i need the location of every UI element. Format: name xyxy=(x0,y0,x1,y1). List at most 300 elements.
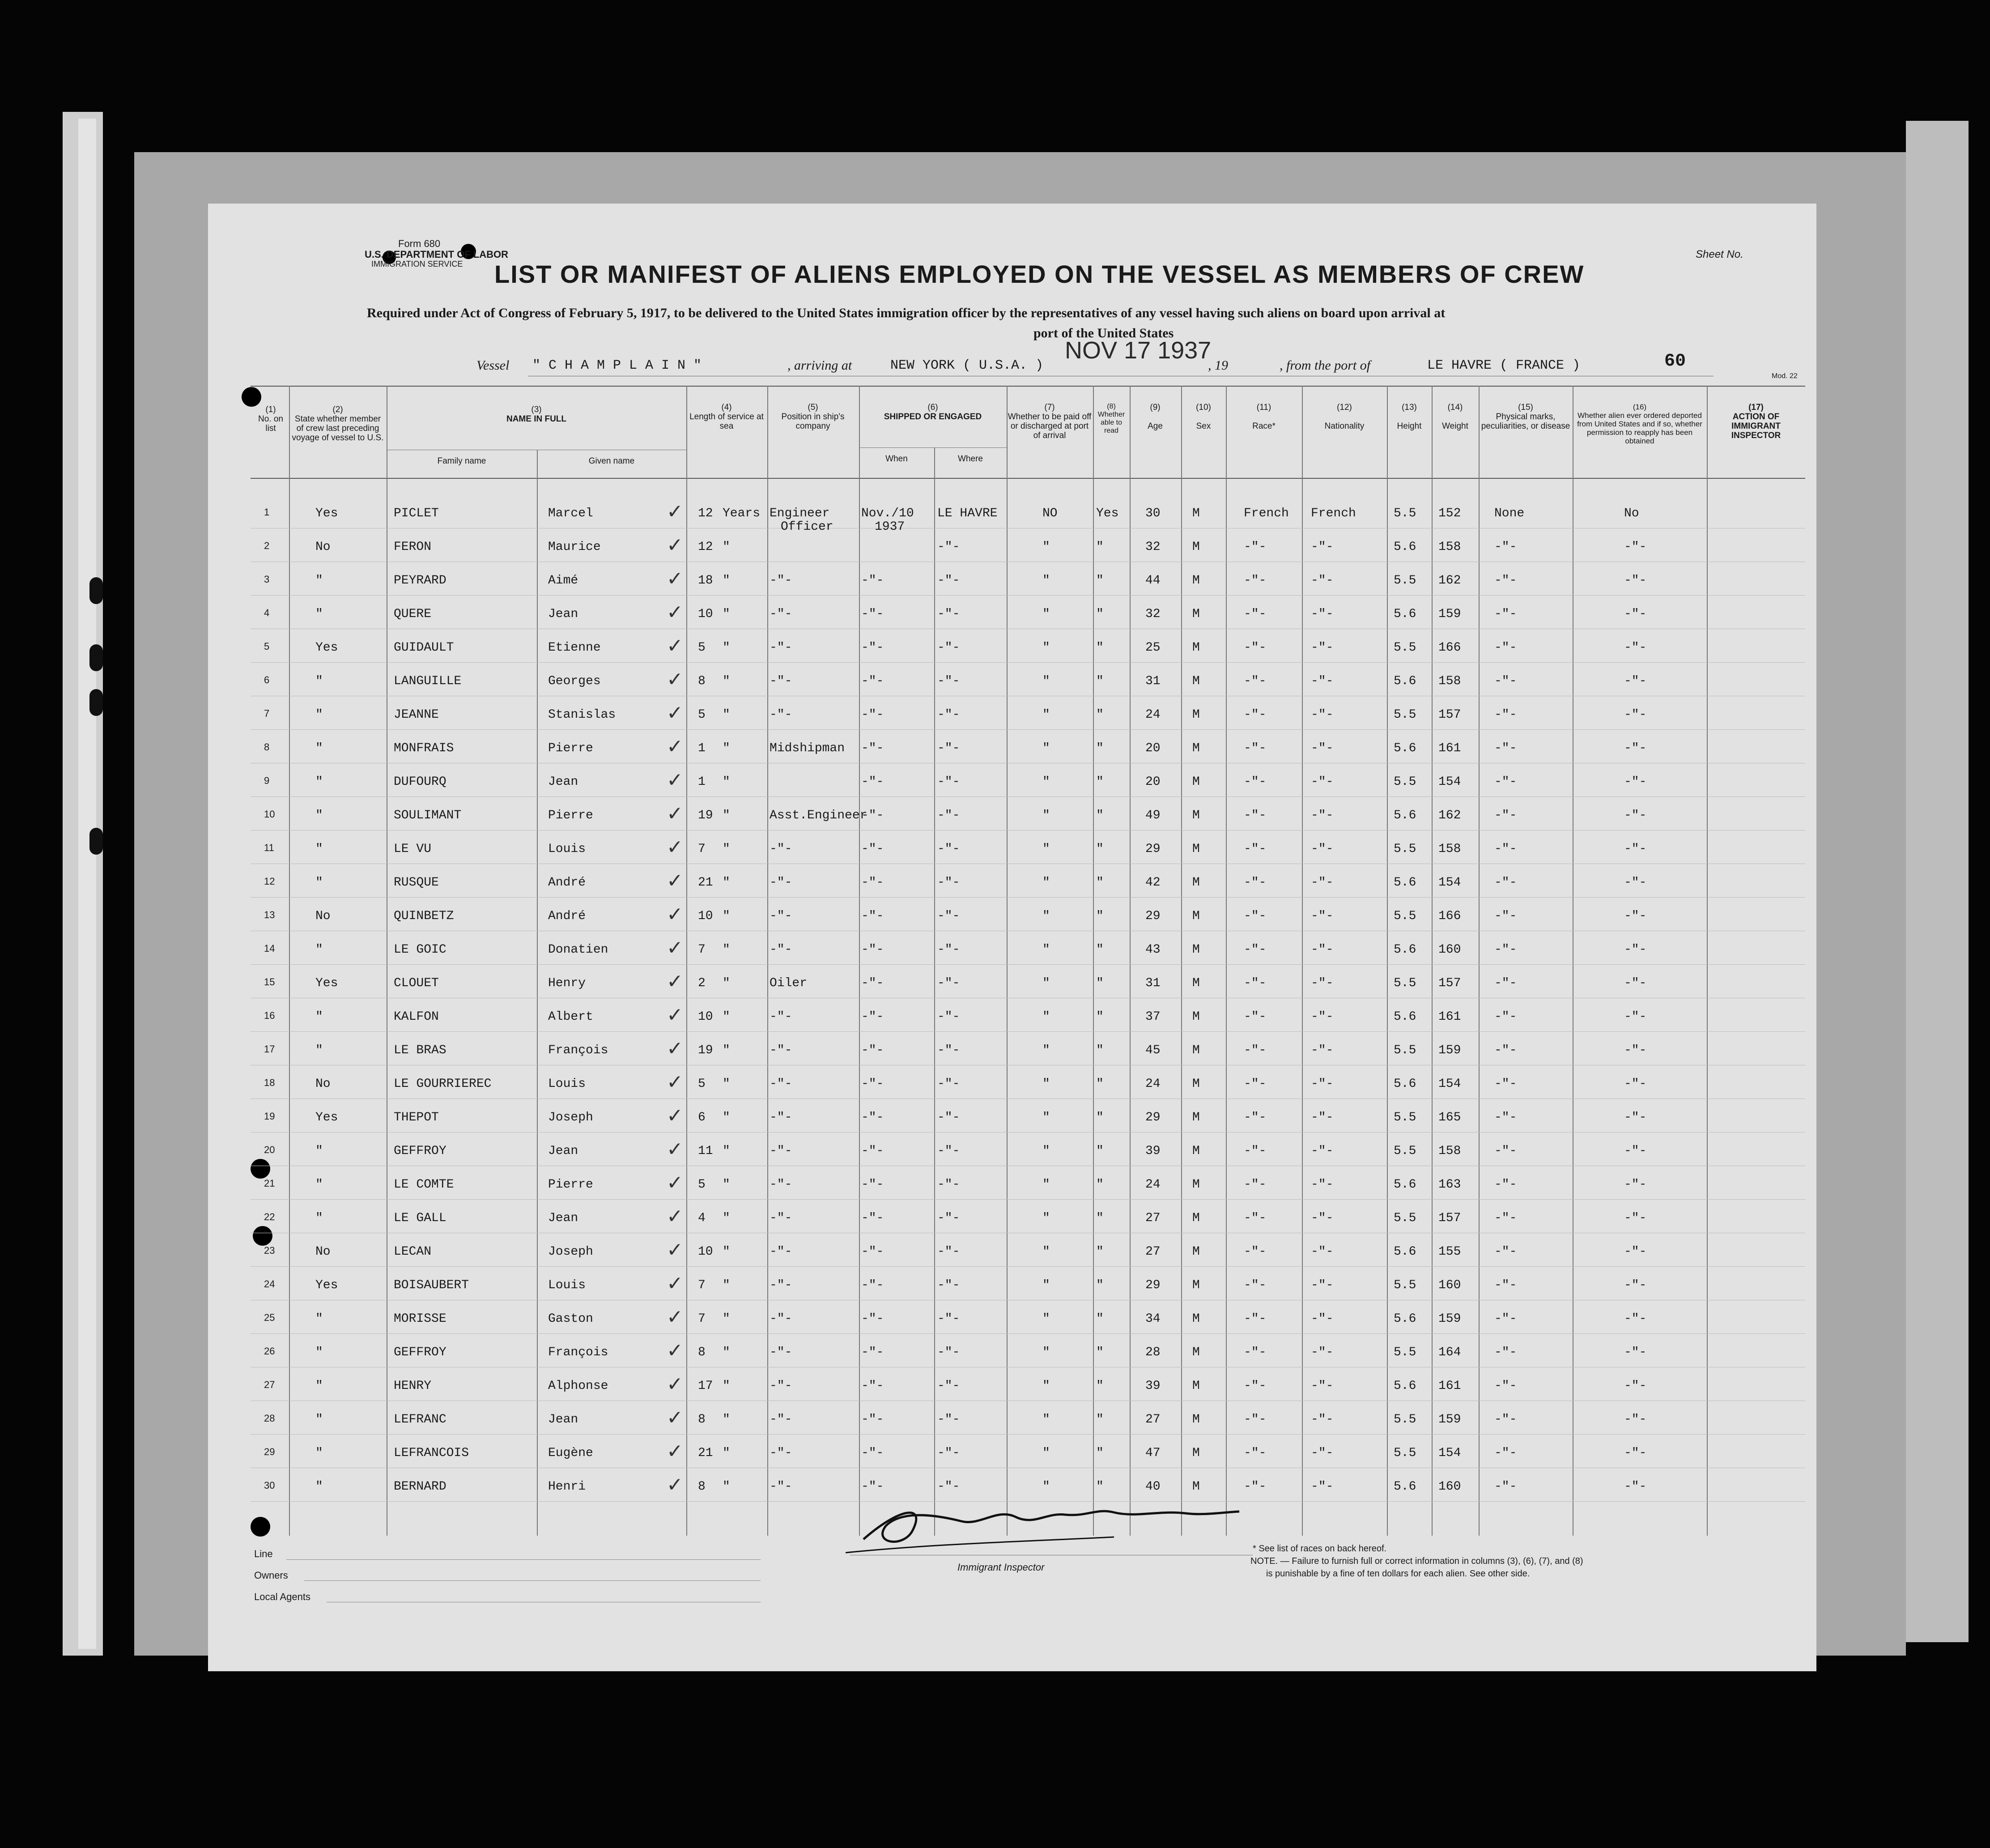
cell-shipped-when: -"- xyxy=(861,1379,884,1393)
tally-check-icon: ✓ xyxy=(667,1339,683,1362)
cell-paid-off: " xyxy=(1042,540,1050,554)
cell-race: -"- xyxy=(1244,1379,1267,1393)
cell-age: 32 xyxy=(1145,540,1161,554)
cell-shipped-when: -"- xyxy=(861,1077,884,1091)
cell-able-to-read: " xyxy=(1096,1413,1104,1426)
cell-paid-off: " xyxy=(1042,708,1050,722)
cell-height: 5.5 xyxy=(1394,1144,1416,1158)
cell-sex: M xyxy=(1192,540,1200,554)
cell-height: 5.5 xyxy=(1394,1111,1416,1124)
col-divider xyxy=(1707,386,1708,1536)
cell-length-of-service: 21 xyxy=(698,1446,713,1460)
col-header-physical-marks xyxy=(1480,403,1572,431)
cell-height: 5.5 xyxy=(1394,1346,1416,1359)
cell-nationality: -"- xyxy=(1311,842,1334,856)
cell-weight: 154 xyxy=(1438,775,1461,789)
cell-shipped-where: -"- xyxy=(937,540,960,554)
cell-position: -"- xyxy=(770,842,792,856)
cell-paid-off: " xyxy=(1042,1480,1050,1494)
cell-sex: M xyxy=(1192,976,1200,990)
cell-race: -"- xyxy=(1244,909,1267,923)
cell-service-unit: " xyxy=(723,1312,730,1326)
cell-age: 24 xyxy=(1145,1178,1161,1192)
cell-shipped-where: -"- xyxy=(937,1010,960,1024)
cell-service-unit: " xyxy=(723,1178,730,1192)
cell-nationality: -"- xyxy=(1311,1111,1334,1124)
cell-nationality: -"- xyxy=(1311,1144,1334,1158)
cell-shipped-where: -"- xyxy=(937,842,960,856)
cell-given-name: Henry xyxy=(548,976,586,990)
cell-sex: M xyxy=(1192,1446,1200,1460)
cell-family-name: LE VU xyxy=(394,842,432,856)
tally-check-icon: ✓ xyxy=(667,1239,683,1261)
cell-weight: 162 xyxy=(1438,809,1461,822)
cell-family-name: LECAN xyxy=(394,1245,432,1259)
cell-shipped-when: Nov./10 xyxy=(861,507,914,520)
cell-able-to-read: " xyxy=(1096,943,1104,957)
binder-slot xyxy=(89,644,103,671)
cell-nationality: -"- xyxy=(1311,876,1334,890)
cell-length-of-service: 7 xyxy=(698,842,706,856)
department: U.S. DEPARTMENT OF LABOR xyxy=(365,249,509,260)
cell-shipped-where: -"- xyxy=(937,1480,960,1494)
cell-nationality: -"- xyxy=(1311,1446,1334,1460)
cell-previous-voyage: No xyxy=(315,1077,331,1091)
cell-weight: 152 xyxy=(1438,507,1461,520)
cell-deported: -"- xyxy=(1624,708,1647,722)
cell-deported: -"- xyxy=(1624,1379,1647,1393)
cell-physical-marks: -"- xyxy=(1494,1178,1517,1192)
cell-position: -"- xyxy=(770,1278,792,1292)
cell-previous-voyage: Yes xyxy=(315,1111,338,1124)
cell-nationality: -"- xyxy=(1311,1379,1334,1393)
col-header-name xyxy=(387,405,686,424)
cell-list-number: 17 xyxy=(264,1043,275,1055)
cell-deported: -"- xyxy=(1624,842,1647,856)
cell-physical-marks: -"- xyxy=(1494,876,1517,890)
cell-nationality: -"- xyxy=(1311,1077,1334,1091)
col-divider xyxy=(1181,386,1182,1536)
tally-check-icon: ✓ xyxy=(667,970,683,993)
cell-service-unit: " xyxy=(723,574,730,588)
cell-nationality: French xyxy=(1311,507,1356,520)
subtitle-line-1: Required under Act of Congress of February 5, 1917, to be delivered to the United States immigration officer by the representatives of any vessel having such aliens on board upon arrival at xyxy=(367,306,1446,320)
cell-weight: 157 xyxy=(1438,976,1461,990)
col-number: (6) xyxy=(927,403,938,412)
cell-nationality: -"- xyxy=(1311,1245,1334,1259)
cell-shipped-when: -"- xyxy=(861,842,884,856)
cell-given-name: André xyxy=(548,909,586,923)
cell-height: 5.5 xyxy=(1394,976,1416,990)
cell-age: 31 xyxy=(1145,976,1161,990)
from-port-label: , from the port of xyxy=(1280,358,1371,373)
cell-family-name: SOULIMANT xyxy=(394,809,462,822)
cell-height: 5.6 xyxy=(1394,1178,1416,1192)
cell-able-to-read: " xyxy=(1096,574,1104,588)
cell-shipped-where: -"- xyxy=(937,708,960,722)
cell-given-name: Eugène xyxy=(548,1446,593,1460)
cell-previous-voyage: " xyxy=(315,1379,323,1393)
cell-able-to-read: " xyxy=(1096,1010,1104,1024)
cell-previous-voyage: " xyxy=(315,674,323,688)
cell-age: 30 xyxy=(1145,507,1161,520)
cell-service-unit: " xyxy=(723,909,730,923)
cell-weight: 159 xyxy=(1438,607,1461,621)
cell-deported: -"- xyxy=(1624,641,1647,655)
cell-previous-voyage: " xyxy=(315,1413,323,1426)
cell-shipped-where: -"- xyxy=(937,1077,960,1091)
cell-paid-off: " xyxy=(1042,809,1050,822)
cell-length-of-service: 8 xyxy=(698,674,706,688)
cell-shipped-when: -"- xyxy=(861,641,884,655)
tally-check-icon: ✓ xyxy=(667,1373,683,1396)
cell-given-name: François xyxy=(548,1043,608,1057)
cell-shipped-when: -"- xyxy=(861,1446,884,1460)
tally-check-icon: ✓ xyxy=(667,1171,683,1194)
cell-weight: 158 xyxy=(1438,1144,1461,1158)
cell-family-name: LANGUILLE xyxy=(394,674,462,688)
cell-given-name: Louis xyxy=(548,1077,586,1091)
cell-race: -"- xyxy=(1244,708,1267,722)
col-number: (1) xyxy=(265,405,276,414)
cell-physical-marks: -"- xyxy=(1494,943,1517,957)
cell-family-name: LEFRANC xyxy=(394,1413,446,1426)
cell-previous-voyage: No xyxy=(315,540,331,554)
cell-weight: 161 xyxy=(1438,1010,1461,1024)
cell-shipped-where: -"- xyxy=(937,1413,960,1426)
cell-weight: 158 xyxy=(1438,674,1461,688)
cell-shipped-when: -"- xyxy=(861,1346,884,1359)
cell-age: 45 xyxy=(1145,1043,1161,1057)
cell-position: -"- xyxy=(770,1245,792,1259)
cell-length-of-service: 10 xyxy=(698,909,713,923)
cell-paid-off: " xyxy=(1042,1178,1050,1192)
tally-check-icon: ✓ xyxy=(667,903,683,926)
cell-nationality: -"- xyxy=(1311,674,1334,688)
cell-sex: M xyxy=(1192,775,1200,789)
cell-paid-off: " xyxy=(1042,876,1050,890)
cell-shipped-when: -"- xyxy=(861,1312,884,1326)
cell-length-of-service: 17 xyxy=(698,1379,713,1393)
cell-shipped-where: -"- xyxy=(937,1312,960,1326)
cell-age: 27 xyxy=(1145,1245,1161,1259)
cell-given-name: Aimé xyxy=(548,574,578,588)
cell-length-of-service: 8 xyxy=(698,1480,706,1494)
cell-deported: -"- xyxy=(1624,1278,1647,1292)
table-top-rule xyxy=(251,386,1805,387)
cell-weight: 154 xyxy=(1438,876,1461,890)
cell-deported: -"- xyxy=(1624,1480,1647,1494)
cell-height: 5.6 xyxy=(1394,674,1416,688)
cell-height: 5.5 xyxy=(1394,909,1416,923)
cell-physical-marks: -"- xyxy=(1494,1346,1517,1359)
cell-weight: 165 xyxy=(1438,1111,1461,1124)
cell-deported: -"- xyxy=(1624,1043,1647,1057)
cell-shipped-when: -"- xyxy=(861,1211,884,1225)
cell-shipped-when: -"- xyxy=(861,1043,884,1057)
cell-family-name: LE GOURRIEREC xyxy=(394,1077,492,1091)
cell-physical-marks: None xyxy=(1494,507,1525,520)
sheet-label: Sheet No. xyxy=(1696,248,1743,260)
cell-physical-marks: -"- xyxy=(1494,1043,1517,1057)
cell-able-to-read: " xyxy=(1096,1278,1104,1292)
cell-deported: -"- xyxy=(1624,1077,1647,1091)
cell-deported: -"- xyxy=(1624,540,1647,554)
cell-weight: 162 xyxy=(1438,574,1461,588)
cell-deported: -"- xyxy=(1624,741,1647,755)
cell-weight: 157 xyxy=(1438,1211,1461,1225)
cell-previous-voyage: " xyxy=(315,775,323,789)
col-label: NAME IN FULL xyxy=(506,414,567,424)
footer-owners-label: Owners xyxy=(254,1570,288,1581)
cell-previous-voyage: Yes xyxy=(315,1278,338,1292)
cell-weight: 161 xyxy=(1438,741,1461,755)
cell-race: -"- xyxy=(1244,540,1267,554)
cell-nationality: -"- xyxy=(1311,1211,1334,1225)
cell-paid-off: " xyxy=(1042,741,1050,755)
cell-shipped-where: -"- xyxy=(937,574,960,588)
col-header-given-name: Given name xyxy=(588,456,635,466)
cell-sex: M xyxy=(1192,809,1200,822)
cell-previous-voyage: No xyxy=(315,909,331,923)
cell-position: -"- xyxy=(770,708,792,722)
arrival-date-stamp: NOV 17 1937 xyxy=(1065,337,1212,364)
cell-paid-off: " xyxy=(1042,1346,1050,1359)
tally-check-icon: ✓ xyxy=(667,1205,683,1228)
cell-paid-off: " xyxy=(1042,1379,1050,1393)
cell-race: -"- xyxy=(1244,943,1267,957)
table-row xyxy=(251,964,1805,965)
punch-hole xyxy=(242,387,261,407)
cell-age: 42 xyxy=(1145,876,1161,890)
cell-shipped-where: -"- xyxy=(937,775,960,789)
table-row xyxy=(251,1132,1805,1133)
cell-physical-marks: -"- xyxy=(1494,607,1517,621)
cell-given-name: Donatien xyxy=(548,943,608,957)
col-label: ACTION OF IMMIGRANT INSPECTOR xyxy=(1731,412,1781,440)
cell-sex: M xyxy=(1192,1379,1200,1393)
cell-shipped-when: -"- xyxy=(861,1010,884,1024)
cell-race: -"- xyxy=(1244,1043,1267,1057)
col-label: No. on list xyxy=(258,414,283,433)
cell-able-to-read: " xyxy=(1096,1245,1104,1259)
cell-sex: M xyxy=(1192,1346,1200,1359)
cell-physical-marks: -"- xyxy=(1494,641,1517,655)
table-row xyxy=(251,1333,1805,1334)
cell-able-to-read: " xyxy=(1096,1178,1104,1192)
arriving-port: NEW YORK ( U.S.A. ) xyxy=(890,358,1044,373)
cell-list-number: 25 xyxy=(264,1312,275,1323)
cell-height: 5.5 xyxy=(1394,1211,1416,1225)
cell-list-number: 15 xyxy=(264,976,275,988)
cell-age: 32 xyxy=(1145,607,1161,621)
cell-height: 5.6 xyxy=(1394,1480,1416,1494)
col-label: Physical marks, peculiarities, or disease xyxy=(1481,412,1570,431)
cell-paid-off: " xyxy=(1042,842,1050,856)
table-row xyxy=(251,595,1805,596)
table-row xyxy=(251,729,1805,730)
table-row xyxy=(251,1031,1805,1032)
cell-weight: 155 xyxy=(1438,1245,1461,1259)
cell-given-name: Pierre xyxy=(548,809,593,822)
cell-weight: 164 xyxy=(1438,1346,1461,1359)
cell-position: -"- xyxy=(770,909,792,923)
col-divider xyxy=(1432,386,1433,1536)
cell-shipped-when: -"- xyxy=(861,1111,884,1124)
col-header-inspector-action xyxy=(1708,403,1804,440)
cell-able-to-read: " xyxy=(1096,1077,1104,1091)
col-header-previous-voyage xyxy=(291,405,385,443)
cell-list-number: 29 xyxy=(264,1446,275,1457)
cell-sex: M xyxy=(1192,1144,1200,1158)
col-header-list-no xyxy=(255,405,286,433)
cell-given-name: François xyxy=(548,1346,608,1359)
footer-line-label: Line xyxy=(254,1548,273,1559)
cell-service-unit: " xyxy=(723,674,730,688)
cell-nationality: -"- xyxy=(1311,607,1334,621)
cell-shipped-where: -"- xyxy=(937,943,960,957)
cell-previous-voyage: " xyxy=(315,1010,323,1024)
cell-list-number: 2 xyxy=(264,540,270,551)
binder-slot xyxy=(89,828,103,855)
cell-age: 28 xyxy=(1145,1346,1161,1359)
cell-position: -"- xyxy=(770,607,792,621)
cell-shipped-where: -"- xyxy=(937,1278,960,1292)
cell-sex: M xyxy=(1192,1111,1200,1124)
cell-height: 5.5 xyxy=(1394,842,1416,856)
punch-hole xyxy=(253,1226,272,1246)
cell-position: -"- xyxy=(770,1144,792,1158)
cell-deported: -"- xyxy=(1624,909,1647,923)
cell-sex: M xyxy=(1192,1211,1200,1225)
col-label: Nationality xyxy=(1324,422,1365,431)
cell-position: -"- xyxy=(770,1379,792,1393)
cell-family-name: RUSQUE xyxy=(394,876,439,890)
cell-shipped-when: -"- xyxy=(861,943,884,957)
cell-race: -"- xyxy=(1244,809,1267,822)
col-divider xyxy=(1479,386,1480,1536)
cell-sex: M xyxy=(1192,507,1200,520)
cell-physical-marks: -"- xyxy=(1494,741,1517,755)
cell-service-unit: " xyxy=(723,1144,730,1158)
table-row xyxy=(251,897,1805,898)
col-number: (5) xyxy=(808,403,818,412)
cell-shipped-when: -"- xyxy=(861,574,884,588)
cell-age: 44 xyxy=(1145,574,1161,588)
cell-deported: -"- xyxy=(1624,1144,1647,1158)
cell-sex: M xyxy=(1192,909,1200,923)
cell-paid-off: " xyxy=(1042,1043,1050,1057)
col-divider xyxy=(767,386,768,1536)
cell-list-number: 5 xyxy=(264,641,270,652)
cell-height: 5.6 xyxy=(1394,809,1416,822)
cell-height: 5.5 xyxy=(1394,574,1416,588)
cell-family-name: GEFFROY xyxy=(394,1346,446,1359)
cell-given-name: André xyxy=(548,876,586,890)
cell-age: 20 xyxy=(1145,775,1161,789)
col-header-nationality xyxy=(1303,403,1386,431)
tally-check-icon: ✓ xyxy=(667,1104,683,1127)
cell-physical-marks: -"- xyxy=(1494,809,1517,822)
cell-deported: -"- xyxy=(1624,1010,1647,1024)
col-label: State whether member of crew last preceding voyage of vessel to U.S. xyxy=(292,414,384,443)
col-header-family-name: Family name xyxy=(437,456,486,466)
cell-family-name: DUFOURQ xyxy=(394,775,446,789)
cell-able-to-read: " xyxy=(1096,909,1104,923)
col-number: (17) xyxy=(1748,403,1764,412)
cell-list-number: 19 xyxy=(264,1111,275,1122)
cell-weight: 158 xyxy=(1438,540,1461,554)
cell-deported: -"- xyxy=(1624,1312,1647,1326)
tally-check-icon: ✓ xyxy=(667,1071,683,1094)
cell-list-number: 1 xyxy=(264,507,270,518)
cell-deported: -"- xyxy=(1624,1413,1647,1426)
col-label: Whether able to read xyxy=(1097,411,1125,434)
cell-sex: M xyxy=(1192,1010,1200,1024)
cell-given-name: Jean xyxy=(548,775,578,789)
col-divider xyxy=(1007,386,1008,1536)
cell-family-name: QUINBETZ xyxy=(394,909,454,923)
cell-nationality: -"- xyxy=(1311,1312,1334,1326)
col-divider xyxy=(1093,386,1094,1536)
cell-previous-voyage: " xyxy=(315,1446,323,1460)
cell-service-unit: " xyxy=(723,1211,730,1225)
cell-given-name: Etienne xyxy=(548,641,601,655)
sheet-number: 60 xyxy=(1664,351,1686,371)
cell-weight: 161 xyxy=(1438,1379,1461,1393)
cell-given-name: Stanislas xyxy=(548,708,616,722)
cell-age: 49 xyxy=(1145,809,1161,822)
cell-age: 37 xyxy=(1145,1010,1161,1024)
table-row xyxy=(251,1434,1805,1435)
cell-position: -"- xyxy=(770,1178,792,1192)
cell-previous-voyage: " xyxy=(315,1211,323,1225)
cell-service-unit: " xyxy=(723,842,730,856)
tally-check-icon: ✓ xyxy=(667,1306,683,1329)
cell-shipped-when: -"- xyxy=(861,1144,884,1158)
col-number: (10) xyxy=(1196,403,1211,412)
col-divider xyxy=(1387,386,1388,1536)
cell-length-of-service: 5 xyxy=(698,708,706,722)
cell-given-name: Joseph xyxy=(548,1245,593,1259)
cell-length-of-service: 2 xyxy=(698,976,706,990)
cell-family-name: LE COMTE xyxy=(394,1178,454,1192)
cell-shipped-when-line-2: 1937 xyxy=(875,520,905,534)
binder-strip-left xyxy=(78,119,96,1649)
cell-nationality: -"- xyxy=(1311,741,1334,755)
cell-able-to-read: " xyxy=(1096,1043,1104,1057)
cell-shipped-where: -"- xyxy=(937,976,960,990)
cell-previous-voyage: " xyxy=(315,1043,323,1057)
cell-weight: 157 xyxy=(1438,708,1461,722)
cell-physical-marks: -"- xyxy=(1494,1413,1517,1426)
cell-age: 29 xyxy=(1145,1278,1161,1292)
cell-age: 39 xyxy=(1145,1144,1161,1158)
col-divider xyxy=(1302,386,1303,1536)
cell-position: -"- xyxy=(770,674,792,688)
col-divider xyxy=(1130,386,1131,1536)
cell-race: -"- xyxy=(1244,1211,1267,1225)
cell-shipped-when: -"- xyxy=(861,1245,884,1259)
cell-nationality: -"- xyxy=(1311,540,1334,554)
cell-length-of-service: 1 xyxy=(698,775,706,789)
cell-nationality: -"- xyxy=(1311,809,1334,822)
cell-given-name: Joseph xyxy=(548,1111,593,1124)
cell-length-of-service: 4 xyxy=(698,1211,706,1225)
cell-given-name: Georges xyxy=(548,674,601,688)
cell-shipped-where: -"- xyxy=(937,674,960,688)
table-row xyxy=(251,796,1805,797)
